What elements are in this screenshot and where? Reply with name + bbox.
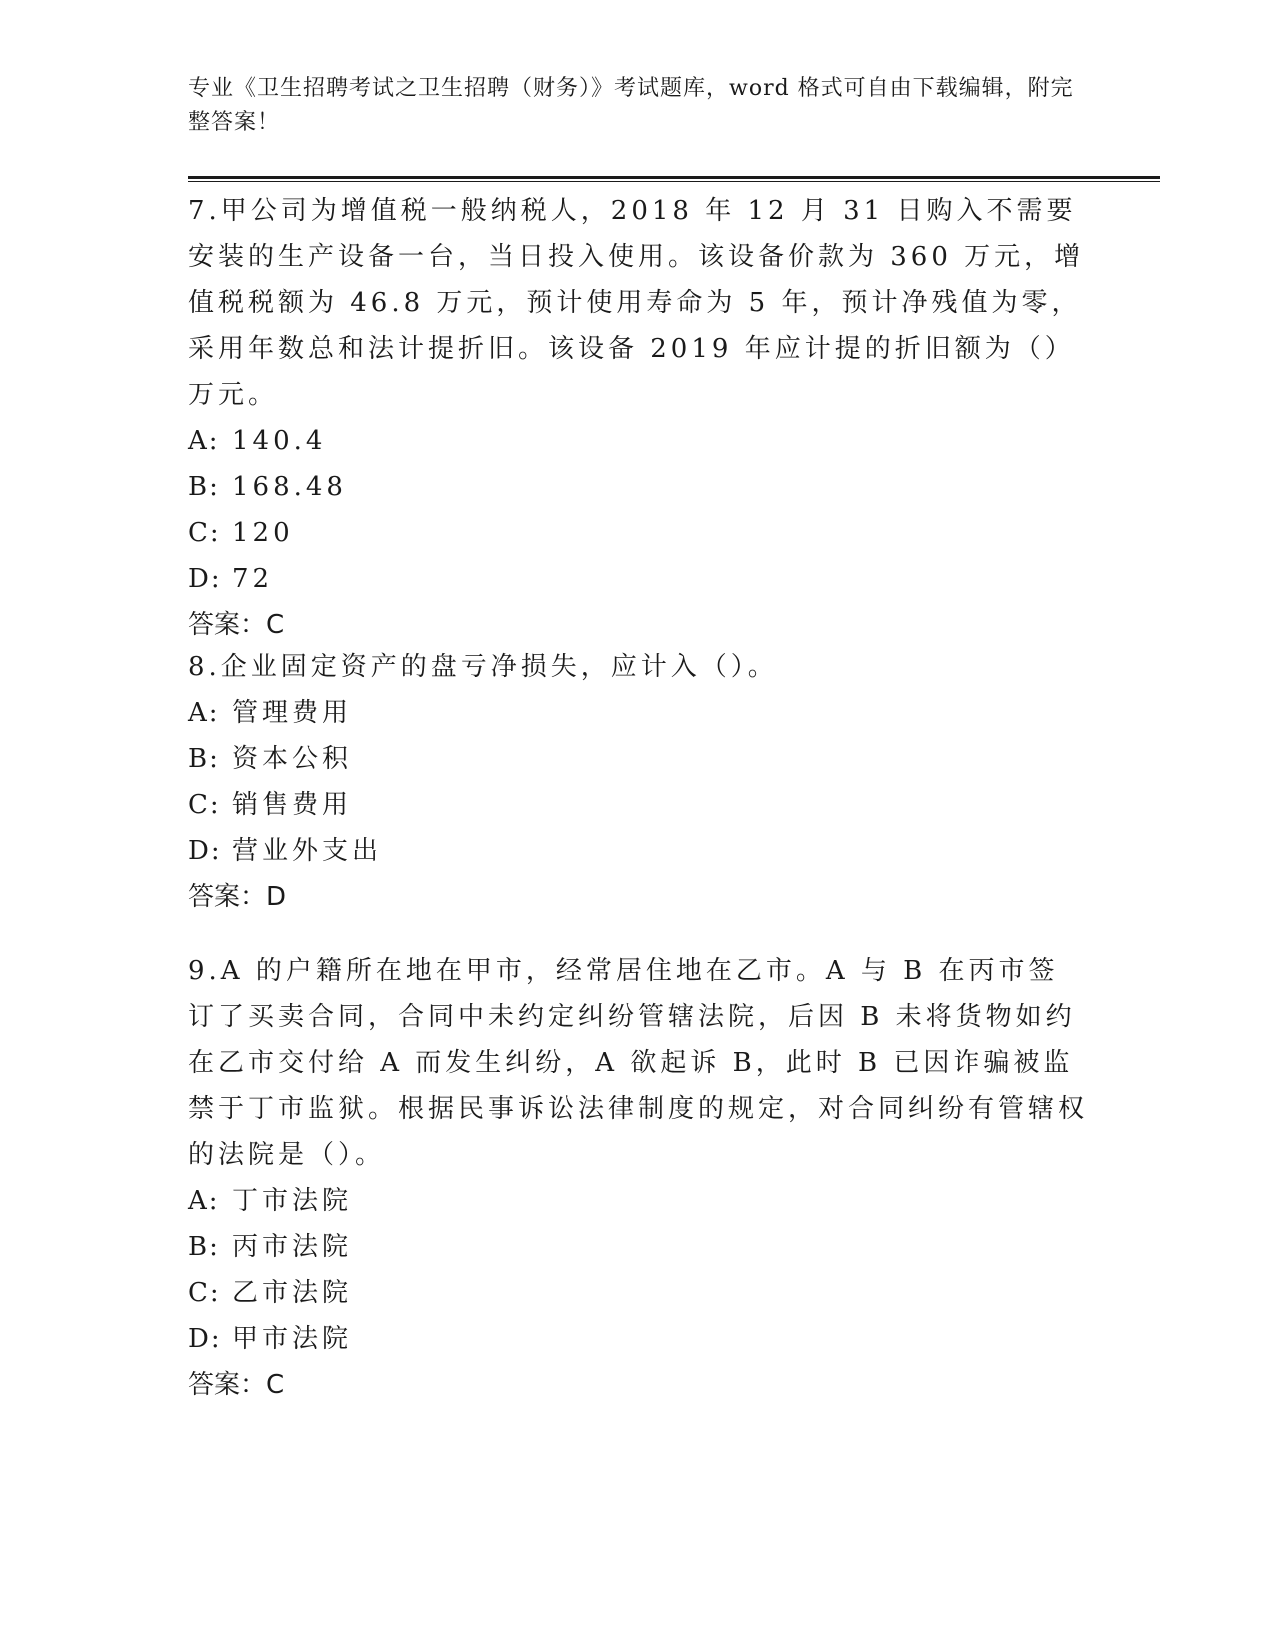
answer-text: 答案：C xyxy=(188,610,285,640)
option-c xyxy=(188,782,1088,828)
answer-text: 答案：D xyxy=(188,882,287,912)
option-text: 销售费用 xyxy=(232,790,353,820)
option-text: 乙市法院 xyxy=(232,1278,353,1308)
option-b xyxy=(188,464,1088,510)
option-text: 72 xyxy=(232,564,274,594)
document-header: 专业《卫生招聘考试之卫生招聘（财务）》考试题库，word 格式可自由下载编辑，附完整答案！ xyxy=(188,76,1074,135)
option-text: 丁市法院 xyxy=(232,1186,353,1216)
option-text: 168.48 xyxy=(232,472,347,502)
question-7 xyxy=(188,188,1088,648)
option-a xyxy=(188,690,1088,736)
option-letter: A: xyxy=(188,426,220,456)
option-text: 营业外支出 xyxy=(232,836,383,866)
option-text: 140.4 xyxy=(232,426,327,456)
option-b xyxy=(188,736,1088,782)
option-text: 丙市法院 xyxy=(232,1232,353,1262)
header-divider-thin xyxy=(188,181,1160,182)
question-stem: 7.甲公司为增值税一般纳税人，2018 年 12 月 31 日购入不需要安装的生产设备一台，当日投入使用。该设备价款为 360 万元，增值税税额为 46.8 万元，预计使用寿命为 5 年，预计净残值为零，采用年数总和法计提折旧。该设备 2019 年应计提的折旧额为（）万元。 xyxy=(188,196,1085,410)
option-text: 资本公积 xyxy=(232,744,353,774)
option-letter: A: xyxy=(188,698,220,728)
option-d xyxy=(188,1316,1088,1362)
option-letter: B: xyxy=(188,1232,220,1262)
header-divider-thick xyxy=(188,176,1160,179)
option-letter: D: xyxy=(188,836,222,866)
question-stem: 8.企业固定资产的盘亏净损失，应计入（）。 xyxy=(188,652,778,682)
option-d xyxy=(188,828,1088,874)
option-b xyxy=(188,1224,1088,1270)
option-letter: A: xyxy=(188,1186,220,1216)
option-letter: C: xyxy=(188,518,221,548)
option-letter: B: xyxy=(188,744,220,774)
option-letter: C: xyxy=(188,1278,221,1308)
option-a xyxy=(188,1178,1088,1224)
option-c xyxy=(188,510,1088,556)
option-c xyxy=(188,1270,1088,1316)
question-8 xyxy=(188,644,1088,920)
option-letter: B: xyxy=(188,472,220,502)
answer-text: 答案：C xyxy=(188,1370,285,1400)
option-letter: C: xyxy=(188,790,221,820)
option-d xyxy=(188,556,1088,602)
option-letter: D: xyxy=(188,1324,222,1354)
option-letter: D: xyxy=(188,564,222,594)
option-text: 甲市法院 xyxy=(232,1324,353,1354)
option-text: 管理费用 xyxy=(232,698,353,728)
question-9 xyxy=(188,948,1088,1408)
question-stem: 9.A 的户籍所在地在甲市，经常居住地在乙市。A 与 B 在丙市签订了买卖合同，合同中未约定纠纷管辖法院，后因 B 未将货物如约在乙市交付给 A 而发生纠纷，A 欲起诉 B，此时 B 已因诈骗被监禁于丁市监狱。根据民事诉讼法律制度的规定，对合同纠纷有管辖权的法院是（）。 xyxy=(188,956,1089,1170)
option-text: 120 xyxy=(232,518,294,548)
option-a xyxy=(188,418,1088,464)
